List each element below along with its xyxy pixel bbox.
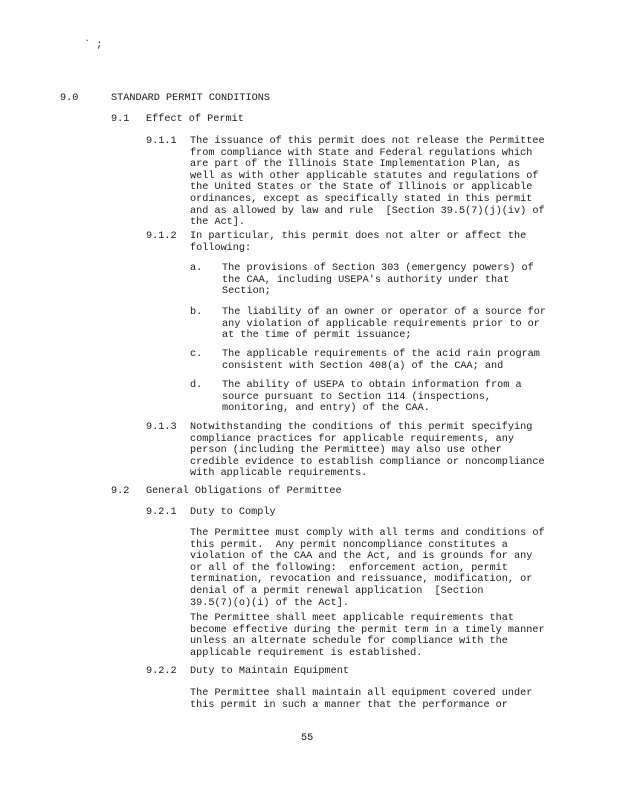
list-letter: c. [190, 349, 203, 360]
list-item-text: The applicable requirements of the acid rain program consistent with Section 408(a) of the CAA; and [222, 349, 540, 372]
clause-text: In particular, this permit does not alter or affect the following: [190, 231, 527, 254]
clause-title: Duty to Maintain Equipment [190, 666, 349, 677]
header-marks: ` ; [84, 40, 103, 51]
clause-title: Duty to Comply [190, 507, 276, 518]
list-letter: d. [190, 380, 203, 391]
list-letter: b. [190, 307, 203, 318]
clause-number: 9.2.2 [146, 666, 177, 677]
subsection-number: 9.2 [111, 486, 130, 497]
list-item-text: The provisions of Section 303 (emergency powers) of the CAA, including USEPA's authority under that Section; [222, 263, 534, 298]
list-item-text: The liability of an owner or operator of a source for any violation of applicable requirements prior to or at the time of permit issuance; [222, 307, 547, 342]
clause-number: 9.1.1 [146, 136, 177, 147]
page-number: 55 [301, 733, 314, 744]
subsection-number: 9.1 [111, 114, 130, 125]
clause-text: The Permittee must comply with all terms and conditions of this permit. Any permit noncompliance constitutes a violation of the CAA and the Act, and is grounds for any or all of the following: enforcement action, permit termination, revocation and reissuance, modification, or denial of a permit renewal application [Section 39.5(7)(o)(i) of the Act]. [190, 528, 545, 609]
subsection-title: Effect of Permit [146, 114, 244, 125]
clause-text: The issuance of this permit does not release the Permittee from compliance with State and Federal regulations which are part of the Illinois State Implementation Plan, as well as with other applicable statutes and regulations of the United States or the State of Illinois or applicable ordinances, except as specifically stated in this permit and as allowed by law and rule [Section 39.5(7)(j)(iv) of the Act]. [190, 136, 545, 229]
clause-text: The Permittee shall maintain all equipment covered under this permit in such a manner that the performance or [190, 688, 533, 711]
list-item-text: The ability of USEPA to obtain information from a source pursuant to Section 114 (inspections, monitoring, and entry) of the CAA. [222, 380, 522, 415]
clause-text: Notwithstanding the conditions of this permit specifying compliance practices for applicable requirements, any person (including the Permittee) may also use other credible evidence to establish compliance or noncompliance with applicable requirements. [190, 422, 545, 480]
clause-number: 9.1.3 [146, 422, 177, 433]
clause-number: 9.2.1 [146, 507, 177, 518]
list-letter: a. [190, 263, 203, 274]
clause-number: 9.1.2 [146, 231, 177, 242]
section-title: STANDARD PERMIT CONDITIONS [111, 93, 270, 104]
subsection-title: General Obligations of Permittee [146, 486, 342, 497]
clause-text: The Permittee shall meet applicable requirements that become effective during the permit term in a timely manner unless an alternate schedule for compliance with the applicable requirement is established. [190, 613, 545, 659]
section-number: 9.0 [60, 93, 79, 104]
